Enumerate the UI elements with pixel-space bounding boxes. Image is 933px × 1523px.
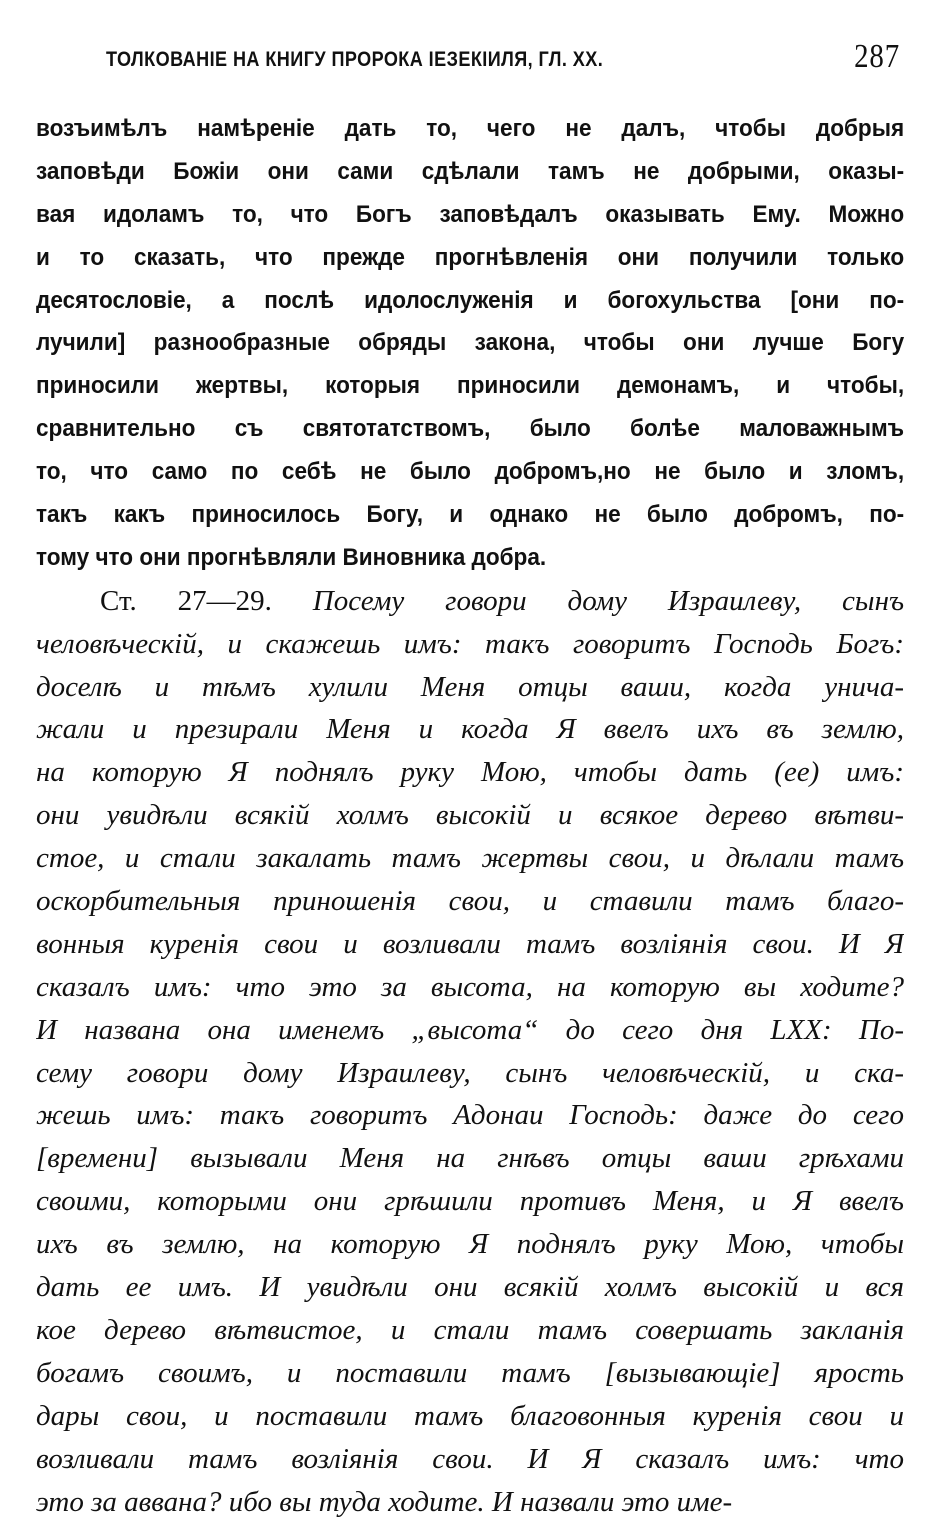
text-line: доселѣ и тѣмъ хулили Меня отцы ваши, когда унича- <box>36 666 904 709</box>
text-line: стое, и стали закалать тамъ жертвы свои, и дѣлали тамъ <box>36 837 904 880</box>
text-line: тому что они прогнѣвляли Виновника добра. <box>36 537 904 580</box>
text-line: ихъ въ землю, на которую Я поднялъ руку Мою, чтобы <box>36 1223 904 1266</box>
verse-reference: Ст. 27—29. <box>100 585 272 617</box>
text-line: то, что само по себѣ не было добромъ,но не было и зломъ, <box>36 451 904 494</box>
text-line: они увидѣли всякій холмъ высокій и всякое дерево вѣтви- <box>36 794 904 837</box>
page-number: 287 <box>854 38 900 76</box>
verse-text: Посему говори дому Израилеву, сынъ <box>313 585 904 617</box>
text-line: вонныя куренія свои и возливали тамъ возліянія свои. И Я <box>36 923 904 966</box>
text-line: кое дерево вѣтвистое, и стали тамъ совершать закланія <box>36 1309 904 1352</box>
text-line: сему говори дому Израилеву, сынъ человѣческій, и ска- <box>36 1052 904 1095</box>
text-line: приносили жертвы, которыя приносили демонамъ, и чтобы, <box>36 365 904 408</box>
text-line: и то сказать, что прежде прогнѣвленія они получили только <box>36 237 904 280</box>
page-body <box>36 108 904 1523</box>
text-line <box>36 580 904 623</box>
text-line: жали и презирали Меня и когда Я ввелъ ихъ въ землю, <box>36 708 904 751</box>
text-line: вая идоламъ то, что Богъ заповѣдалъ оказывать Ему. Можно <box>36 194 904 237</box>
text-line: десятословіе, а послѣ идолослуженія и богохульства [они по- <box>36 280 904 323</box>
page-header <box>36 34 904 86</box>
text-line: возливали тамъ возліянія свои. И Я сказалъ имъ: что <box>36 1438 904 1481</box>
text-line: дать ее имъ. И увидѣли они всякій холмъ высокій и вся <box>36 1266 904 1309</box>
commentary-paragraph <box>36 108 904 580</box>
book-page <box>36 34 904 1494</box>
text-line: дары свои, и поставили тамъ благовонныя куренія свои и <box>36 1395 904 1438</box>
scripture-paragraph <box>36 580 904 1523</box>
text-line: своими, которыми они грѣшили противъ Меня, и Я ввелъ <box>36 1180 904 1223</box>
text-line: жешь имъ: такъ говоритъ Адонаи Господь: даже до сего <box>36 1094 904 1137</box>
text-line: такъ какъ приносилось Богу, и однако не было добромъ, по- <box>36 494 904 537</box>
text-line: на которую Я поднялъ руку Мою, чтобы дать (ее) имъ: <box>36 751 904 794</box>
text-line: это за аввана? ибо вы туда ходите. И назвали это име- <box>36 1481 904 1523</box>
text-line: оскорбительныя приношенія свои, и ставили тамъ благо- <box>36 880 904 923</box>
text-line: заповѣди Божіи они сами сдѣлали тамъ не добрыми, оказы- <box>36 151 904 194</box>
text-line: лучили] разнообразные обряды закона, чтобы они лучше Богу <box>36 322 904 365</box>
text-line: человѣческій, и скажешь имъ: такъ говоритъ Господь Богъ: <box>36 623 904 666</box>
text-line: И названа она именемъ „высота“ до сего дня LXX: По- <box>36 1009 904 1052</box>
text-line: возъимѣлъ намѣреніе дать то, чего не далъ, чтобы добрыя <box>36 108 904 151</box>
text-line: сказалъ имъ: что это за высота, на которую вы ходите? <box>36 966 904 1009</box>
running-title: ТОЛКОВАНІЕ НА КНИГУ ПРОРОКА ІЕЗЕКІИЛЯ, ГЛ. XX. <box>106 48 603 72</box>
text-line: богамъ своимъ, и поставили тамъ [вызывающіе] ярость <box>36 1352 904 1395</box>
text-line: [времени] вызывали Меня на гнѣвъ отцы ваши грѣхами <box>36 1137 904 1180</box>
text-line: сравнительно съ святотатствомъ, было болѣе маловажнымъ <box>36 408 904 451</box>
